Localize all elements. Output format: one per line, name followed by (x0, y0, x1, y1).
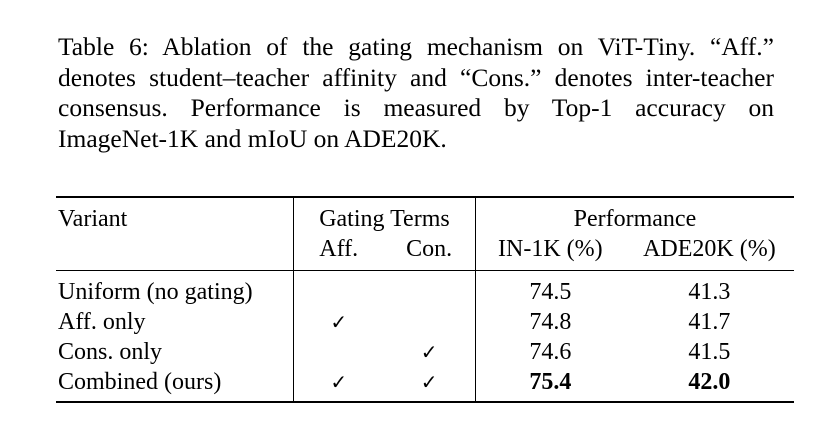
row-ade20k: 41.7 (688, 309, 731, 335)
row-aff-check: ✓ (294, 307, 384, 337)
row-aff-check (294, 271, 384, 308)
row-variant: Uniform (no gating) (58, 279, 253, 305)
row-ade20k: 41.3 (688, 279, 731, 305)
header-variant: Variant (58, 206, 128, 232)
row-ade20k: 41.5 (688, 339, 731, 365)
row-con-check: ✓ (420, 370, 438, 394)
table-row (56, 367, 794, 402)
row-ade20k: 42.0 (688, 369, 731, 395)
table-caption: Table 6: Ablation of the gating mechanism on ViT-Tiny. “Aff.” denotes student–teacher affinity and “Cons.” denotes inter-teacher consensus. Performance is measured by Top-1 accuracy on ImageNet-1K and mIoU on ADE20K. (58, 32, 774, 153)
row-con-check (383, 307, 475, 337)
table-row (56, 337, 794, 367)
header-ade20k: ADE20K (%) (643, 236, 776, 262)
row-in1k: 74.6 (475, 337, 624, 367)
row-aff-check (294, 337, 384, 367)
header-con: Con. (406, 236, 453, 262)
header-row-2 (56, 234, 794, 271)
row-in1k: 74.8 (475, 307, 624, 337)
header-row-1 (56, 197, 794, 234)
row-in1k: 75.4 (475, 367, 624, 402)
row-in1k: 74.5 (475, 271, 624, 308)
header-aff: Aff. (294, 234, 384, 271)
header-empty (56, 234, 294, 271)
ablation-table (56, 196, 794, 403)
header-in1k: IN-1K (%) (475, 234, 624, 271)
row-variant: Combined (ours) (58, 369, 222, 395)
row-aff-check: ✓ (294, 367, 384, 402)
header-performance: Performance (475, 197, 794, 234)
table-row (56, 307, 794, 337)
row-variant: Aff. only (58, 309, 146, 335)
header-gating-terms: Gating Terms (294, 197, 476, 234)
ablation-table-container (56, 196, 794, 403)
row-con-check (383, 271, 475, 308)
row-con-check: ✓ (420, 340, 438, 364)
row-variant: Cons. only (58, 339, 163, 365)
table-row (56, 271, 794, 308)
